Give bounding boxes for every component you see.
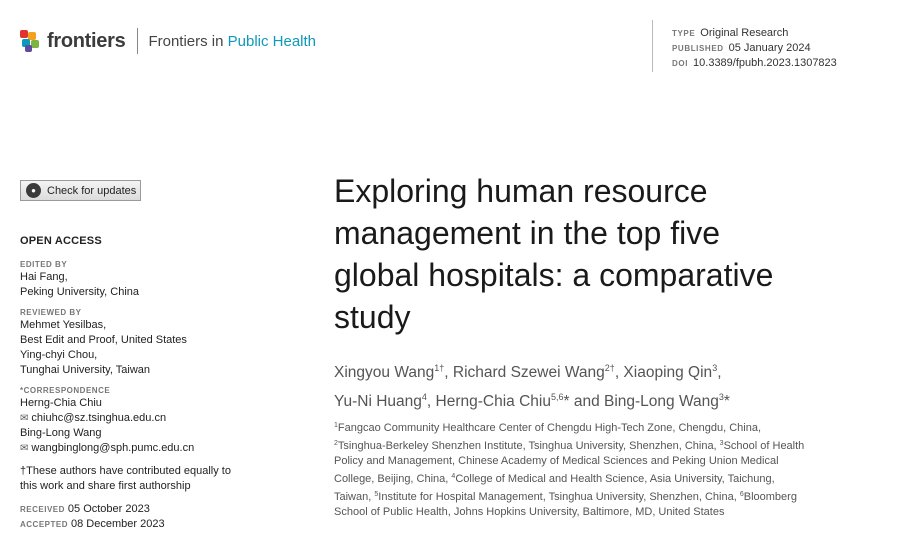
- affil-sup: 6: [739, 491, 744, 498]
- note-line: this work and share first authorship: [20, 480, 191, 492]
- received-label: RECEIVED: [20, 505, 65, 514]
- affil-text: School of Health: [723, 440, 805, 452]
- meta-divider: [652, 20, 653, 72]
- email-link[interactable]: wangbinglong@sph.pumc.edu.cn: [31, 442, 195, 454]
- author-sup: 2†: [604, 363, 615, 373]
- affil-text: Fangcao Community Healthcare Center of Chengdu High-Tech Zone, Chengdu, China,: [337, 422, 762, 434]
- author-name[interactable]: Xingyou Wang: [334, 364, 435, 381]
- affiliation-line: [334, 436, 854, 454]
- affiliation-line: [334, 418, 854, 436]
- author-sup: 3: [718, 392, 724, 402]
- email-row: [20, 441, 280, 456]
- affil-text: Institute for Hospital Management, Tsinghua University, Shenzhen, China,: [378, 491, 740, 503]
- received-date: 05 October 2023: [67, 503, 150, 515]
- logo-divider: [137, 28, 138, 54]
- frontiers-logo[interactable]: [20, 28, 316, 54]
- title-line: Exploring human resource: [334, 173, 708, 209]
- journal-accent: Public Health: [227, 32, 317, 50]
- note-line: †These authors have contributed equally to: [20, 465, 231, 477]
- author-sup: 5,6: [550, 392, 564, 402]
- published-value: 05 January 2024: [728, 42, 811, 54]
- check-updates-icon: ●: [26, 183, 41, 198]
- journal-prefix: Frontiers in: [148, 32, 228, 50]
- affil-sup: 1: [334, 422, 338, 429]
- article-title: [334, 170, 874, 338]
- title-line: management in the top five: [334, 215, 721, 251]
- check-updates-label: Check for updates: [47, 184, 137, 197]
- journal-name[interactable]: [148, 33, 316, 50]
- affil-sup: 2: [334, 440, 338, 447]
- affil-text: Tsinghua-Berkeley Shenzhen Institute, Tsinghua University, Shenzhen, China,: [337, 440, 720, 452]
- doi-label: DOI: [672, 59, 689, 68]
- affiliation-line: School of Public Health, Johns Hopkins University, Baltimore, MD, United States: [334, 506, 725, 518]
- envelope-icon: ✉: [20, 413, 29, 424]
- author-sup: 4: [421, 392, 427, 402]
- logo-wordmark: frontiers: [47, 29, 126, 52]
- author-sep: *: [723, 393, 730, 410]
- sidebar: [20, 234, 280, 532]
- author-name[interactable]: , Xiaoping Qin: [614, 364, 713, 381]
- affiliation-line: Policy and Management, Chinese Academy of Medical Sciences and Peking Union Medical: [334, 455, 779, 467]
- published-label: PUBLISHED: [672, 44, 724, 53]
- email-row: [20, 411, 280, 426]
- author-sup: 3: [712, 363, 718, 373]
- accepted-label: ACCEPTED: [20, 520, 69, 529]
- author-line: [334, 385, 874, 414]
- affil-sup: 3: [719, 440, 724, 447]
- affil-sup: 5: [374, 491, 379, 498]
- affiliations: [334, 418, 854, 520]
- title-line: global hospitals: a comparative: [334, 257, 774, 293]
- author-name[interactable]: , Herng-Chia Chiu: [426, 393, 551, 410]
- accepted-row: [20, 517, 280, 532]
- corresponding-author: Herng-Chia Chiu: [20, 397, 102, 409]
- equal-contribution-note: [20, 464, 280, 494]
- received-row: [20, 502, 280, 517]
- author-line: [334, 356, 874, 385]
- author-sep: ,: [717, 364, 722, 381]
- title-line: study: [334, 299, 411, 335]
- affil-text: Taiwan,: [334, 491, 375, 503]
- reviewer-name: Mehmet Yesilbas,: [20, 319, 107, 331]
- affil-text: Bloomberg: [743, 491, 797, 503]
- type-value: Original Research: [700, 27, 789, 39]
- affiliation-line: [334, 469, 854, 487]
- reviewer-name: Ying-chyi Chou,: [20, 349, 98, 361]
- reviewed-by-label: REVIEWED BY: [20, 308, 82, 317]
- envelope-icon: ✉: [20, 443, 29, 454]
- corresponding-author: Bing-Long Wang: [20, 427, 102, 439]
- edited-by-label: EDITED BY: [20, 260, 68, 269]
- editor-name: Hai Fang,: [20, 271, 68, 283]
- author-name[interactable]: Yu-Ni Huang: [334, 393, 422, 410]
- author-name[interactable]: * and Bing-Long Wang: [563, 393, 719, 410]
- doi-link[interactable]: 10.3389/fpubh.2023.1307823: [693, 57, 837, 69]
- check-for-updates-button[interactable]: [20, 180, 141, 201]
- author-name[interactable]: , Richard Szewei Wang: [444, 364, 605, 381]
- author-list: [334, 356, 874, 414]
- accepted-date: 08 December 2023: [71, 518, 165, 530]
- affil-text: College of Medical and Health Science, Asia University, Taichung,: [455, 473, 775, 485]
- affil-sup: 4: [451, 473, 456, 480]
- editor-affiliation: Peking University, China: [20, 286, 140, 298]
- type-label: TYPE: [672, 29, 696, 38]
- author-sup: 1†: [434, 363, 445, 373]
- affil-text: College, Beijing, China,: [334, 473, 452, 485]
- reviewer-affiliation: Best Edit and Proof, United States: [20, 334, 187, 346]
- correspondence-label: *CORRESPONDENCE: [20, 386, 111, 395]
- affiliation-line: [334, 487, 854, 505]
- article-meta: [672, 26, 837, 71]
- frontiers-logo-icon: [20, 30, 42, 52]
- email-link[interactable]: chiuhc@sz.tsinghua.edu.cn: [31, 412, 167, 424]
- reviewer-affiliation: Tunghai University, Taiwan: [20, 364, 151, 376]
- open-access-label: OPEN ACCESS: [20, 235, 102, 247]
